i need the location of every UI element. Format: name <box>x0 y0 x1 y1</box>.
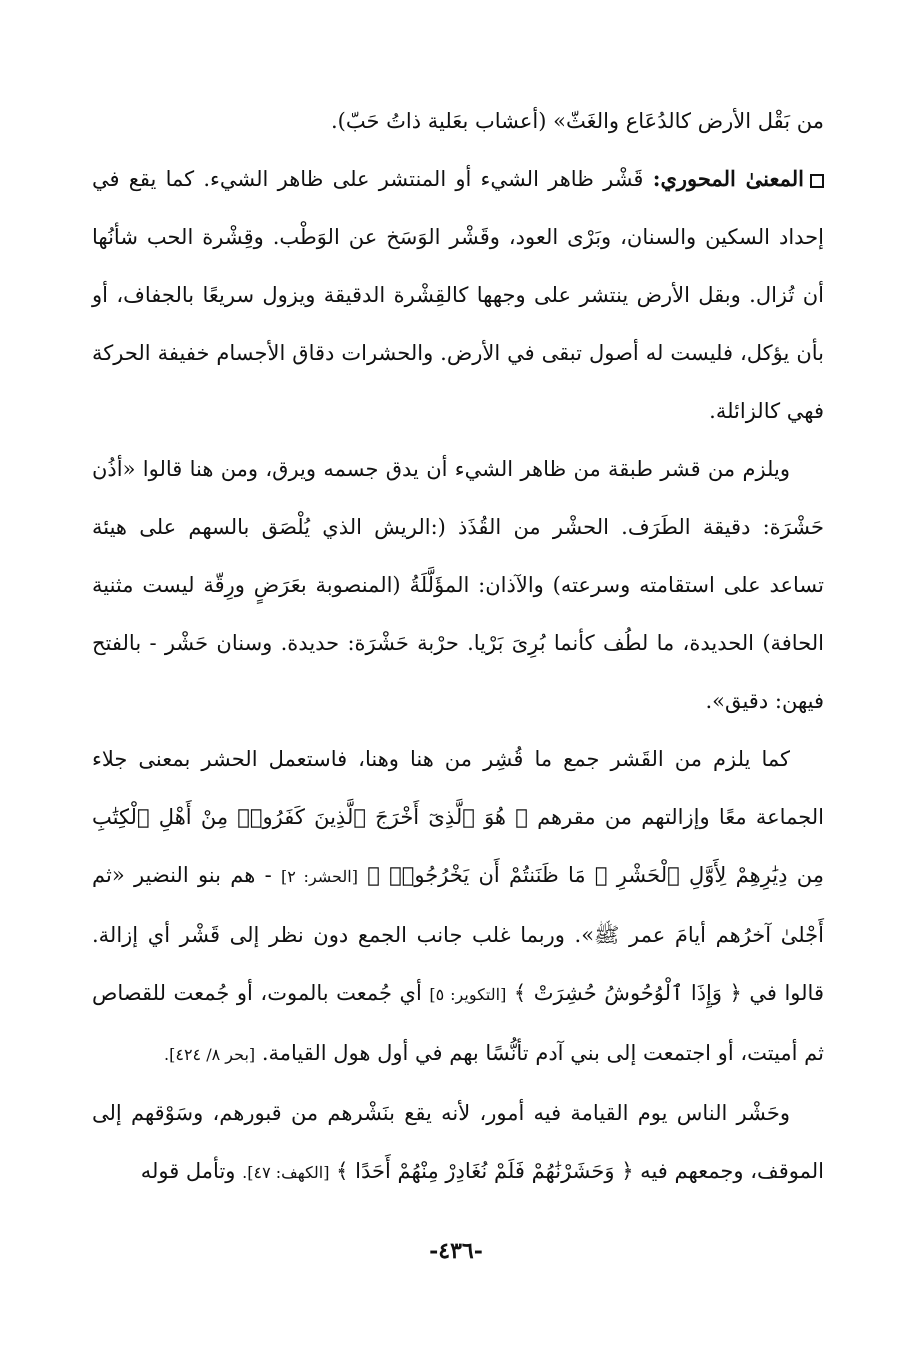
paragraph-text: ويلزم من قشر طبقة من ظاهر الشيء أن يدق جسمه ويرق، ومن هنا قالوا «أذُن حَشْرَة: دقيقة الطَرَف. الحشْر من القُذَذ (:الريش الذي يُلْصَق بالسهم على هيئة تساعد على استقامته وسرعته) والآذان: المؤَلَّلَةُ (المنصوبة بعَرَضٍ ورِقّة ليست مثنية الحافة) الحديدة، ما لطُف كأنما بُرِىَ بَرْيا. حرْبة حَشْرَة: حديدة. وسنان حَشْر - بالفتح فيهن: دقيق». <box>92 457 824 713</box>
quran-reference: [التكوير: ٥] <box>429 985 507 1004</box>
section-label: المعنىٰ المحوري: <box>652 166 804 191</box>
paragraph-text: قَشْر ظاهر الشيء أو المنتشر على ظاهر الشيء. كما يقع في إحداد السكين والسنان، وبَرْى العود، وقَشْر الوَسَخ عن الوَطْب. وقِشْرة الحب شأنُها أن تُزال. وبقل الأرض ينتشر على وجهها كالقِشْرة الدقيقة ويزول سريعًا بالجفاف، أو بأن يؤكل، فليست له أصول تبقى في الأرض. والحشرات دقاق الأجسام خفيفة الحركة فهي كالزائلة. <box>92 167 824 423</box>
paragraph <box>92 1084 824 1202</box>
paragraph <box>92 440 824 730</box>
square-bullet-icon <box>810 174 824 188</box>
paragraph-text: أي جُمعت بالموت، أو جُمعت للقصاص ثم أميتت، أو اجتمعت إلى بني آدم تأنُّسًا بهم في أول هول القيامة. <box>92 981 824 1065</box>
paragraph-text: - هم بنو النضير «ثم أَجْلىٰ آخرُهم أيامَ عمر ﷺ». وربما غلب جانب الجمع دون نظر إلى قَشْر أي إزالة. قالوا في ﴿ وَإِذَا ٱلْوُحُوشُ حُشِرَتْ ﴾ <box>92 863 824 1005</box>
source-reference: [بحر ٨/ ٤٢٤]. <box>164 1045 256 1064</box>
quran-reference: [الحشر: ٢] <box>281 867 358 886</box>
page-number: -٤٣٦- <box>429 1238 483 1264</box>
paragraph-text: من بَقْل الأرض كالدُعَاع والغَثّ» (أعشاب بعَلية ذاتُ حَبّ). <box>330 109 824 133</box>
paragraph <box>92 730 824 1084</box>
paragraph-text: كما يلزم من القَشر جمع ما قُشِر من هنا وهنا، فاستعمل الحشر بمعنى جلاء الجماعة معًا وإزالتهم من مقرهم ﴿ هُوَ ٱلَّذِىٓ أَخْرَجَ ٱلَّذِينَ كَفَرُوا۟ مِنْ أَهْلِ ٱلْكِتَٰبِ مِن دِيَٰرِهِمْ لِأَوَّلِ ٱلْحَشْرِ ۚ مَا ظَنَنتُمْ أَن يَخْرُجُوا۟ ﴾ <box>92 747 824 887</box>
paragraph-text: وتأمل قوله <box>140 1159 236 1183</box>
paragraph <box>92 150 824 440</box>
paragraph-text: وحَشْر الناس يوم القيامة فيه أمور، لأنه يقع بنَشْرهم من قبورهم، وسَوْقهم إلى الموقف، وجمعهم فيه ﴿ وَحَشَرْنَٰهُمْ فَلَمْ نُغَادِرْ مِنْهُمْ أَحَدًا ﴾ <box>92 1101 824 1183</box>
quran-reference: [الكهف: ٤٧]. <box>242 1163 330 1182</box>
paragraph <box>92 92 824 150</box>
